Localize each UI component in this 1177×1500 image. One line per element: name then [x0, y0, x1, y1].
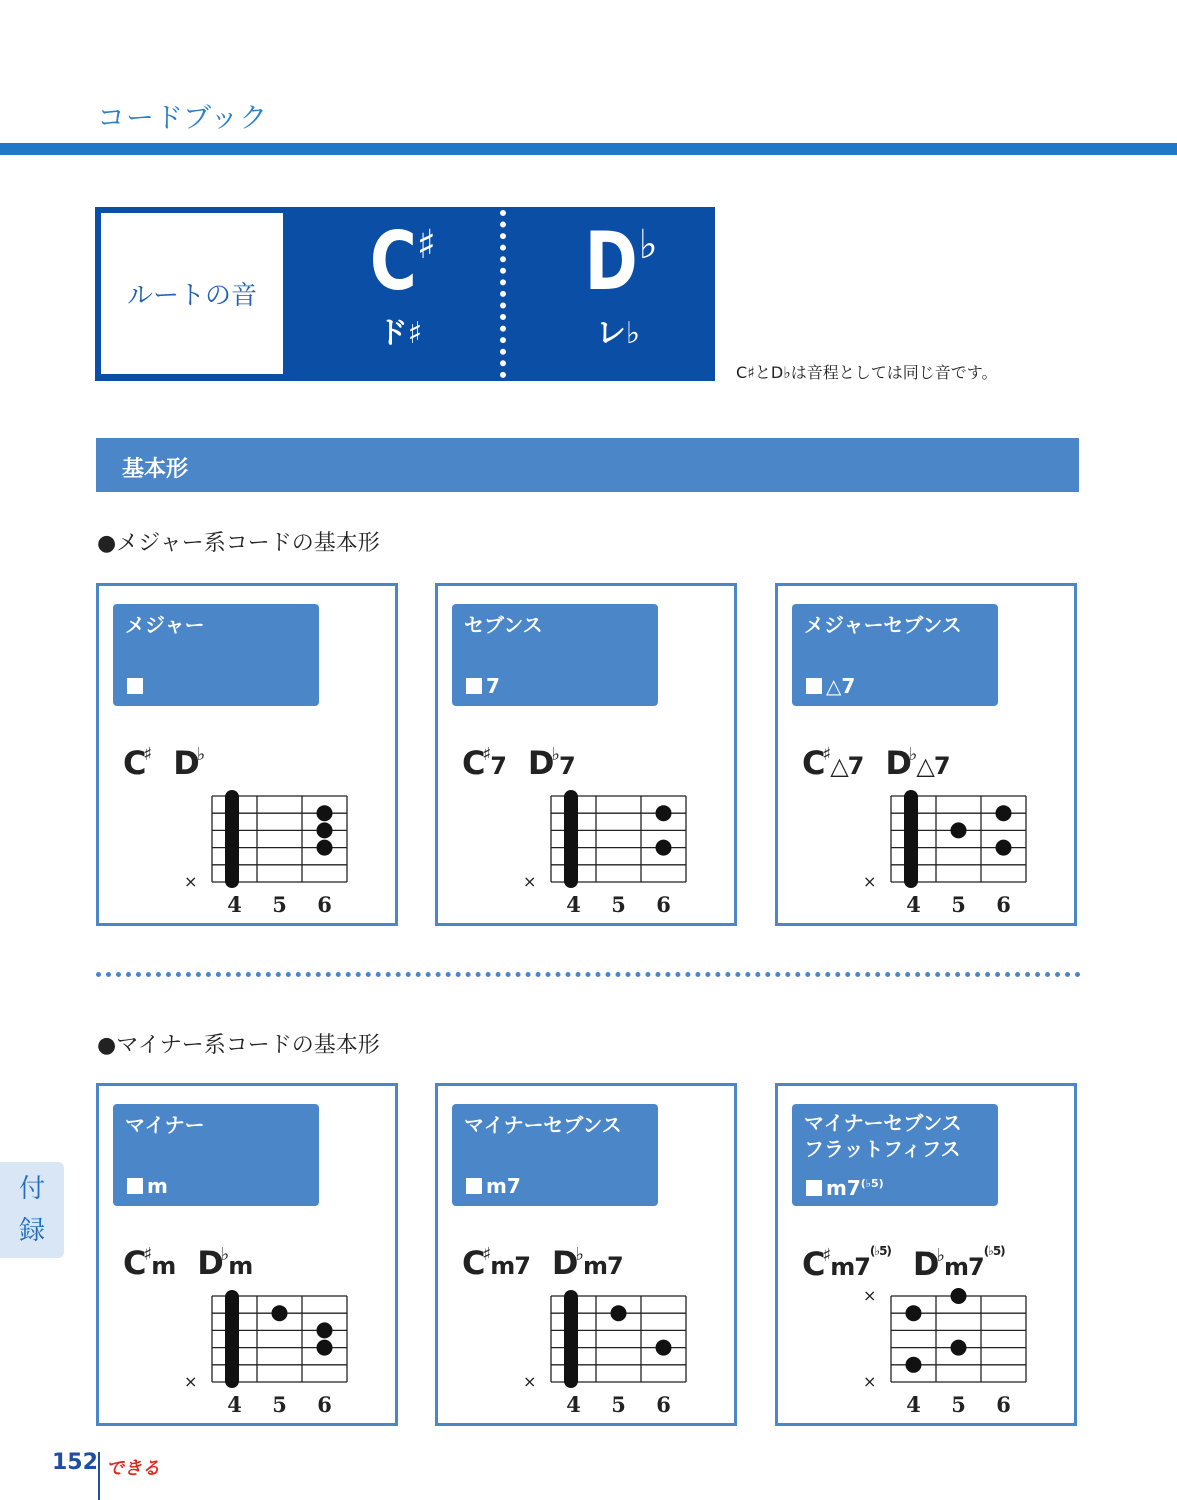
root-flat-kana: レ♭: [595, 316, 641, 351]
chord-accidental-sharp: ♯: [822, 1245, 831, 1266]
chord-symbol-sup: (♭5): [860, 1177, 884, 1190]
chord-symbol-suffix: 7: [486, 674, 500, 698]
chord-suffix-flat: m: [228, 1252, 253, 1280]
title-rule: [0, 143, 1177, 155]
chord-diagram: [99, 1086, 395, 1423]
chord-type-name: マイナーセブンス: [464, 1113, 622, 1137]
finger-dot: [611, 1305, 627, 1321]
root-sharp-accidental: ♯: [416, 222, 437, 268]
chord-type-name: メジャー: [125, 613, 205, 637]
page-number: 152: [52, 1450, 98, 1475]
minor-heading: ●マイナー系コードの基本形: [97, 1033, 380, 1058]
chord-name-flat: D: [173, 744, 199, 782]
chord-diagram: [778, 1086, 1074, 1423]
root-label: ルートの音: [101, 213, 283, 374]
chord-diagram: [778, 586, 1074, 923]
chord-sup-sharp: (♭5): [869, 1244, 891, 1258]
mute-mark: ×: [184, 1372, 198, 1391]
root-sharp-letter: C: [369, 215, 417, 308]
fret-number: 6: [317, 892, 332, 917]
chord-accidental-flat: ♭: [551, 744, 559, 765]
chord-suffix-flat: 7: [558, 752, 575, 780]
finger-dot: [951, 1340, 967, 1356]
finger-dot: [996, 840, 1012, 856]
chord-type-name: メジャーセブンス: [804, 613, 962, 637]
chord-name-flat: D: [912, 1245, 939, 1283]
mute-mark: ×: [863, 1286, 877, 1305]
root-flat-accidental: ♭: [638, 222, 658, 268]
fret-number: 6: [996, 1392, 1011, 1417]
finger-dot: [317, 1340, 333, 1356]
chord-symbol-suffix: m7: [826, 1176, 861, 1200]
chord-name-sharp: C: [123, 1244, 146, 1282]
fret-number: 4: [227, 892, 242, 917]
chord-type-name: マイナーセブンス フラットフィフス: [804, 1111, 962, 1161]
finger-dot: [906, 1305, 922, 1321]
fret-number: 4: [906, 1392, 921, 1417]
finger-dot: [996, 805, 1012, 821]
chord-diagram: [438, 1086, 734, 1423]
finger-dot: [317, 822, 333, 838]
chord-symbol-suffix: m: [147, 1174, 168, 1198]
chord-suffix-flat: m7: [582, 1252, 623, 1280]
chord-name-flat: D: [885, 744, 911, 782]
chord-accidental-sharp: ♯: [143, 1244, 152, 1265]
mute-mark: ×: [863, 1372, 877, 1391]
mute-mark: ×: [523, 1372, 537, 1391]
chord-suffix-sharp: m7: [490, 1252, 530, 1280]
fret-number: 4: [566, 1392, 581, 1417]
fret-number: 4: [566, 892, 581, 917]
root-flat-letter: D: [585, 215, 639, 308]
chord-name-sharp: C: [462, 1244, 485, 1282]
chord-card: [96, 583, 398, 926]
fret-number: 5: [272, 1392, 287, 1417]
chord-sup-flat: (♭5): [983, 1244, 1005, 1258]
fret-number: 5: [611, 892, 626, 917]
chord-name-sharp: C: [802, 1245, 825, 1283]
footer-brand: できる: [106, 1458, 160, 1479]
chord-suffix-sharp: △7: [830, 752, 864, 780]
finger-dot: [951, 1288, 967, 1304]
fret-number: 5: [272, 892, 287, 917]
mute-mark: ×: [523, 872, 537, 891]
chord-name-sharp: C: [802, 744, 825, 782]
finger-dot: [951, 822, 967, 838]
chord-accidental-sharp: ♯: [822, 744, 831, 765]
barre-mark: [225, 790, 239, 888]
chord-card: [435, 1083, 737, 1426]
chord-name-sharp: C: [123, 744, 146, 782]
chord-suffix-flat: m7: [943, 1253, 984, 1281]
mute-mark: ×: [184, 872, 198, 891]
chord-suffix-sharp: m: [151, 1252, 176, 1280]
fret-number: 4: [906, 892, 921, 917]
chord-diagram: [99, 586, 395, 923]
appendix-tab-line1: 付: [18, 1174, 45, 1204]
appendix-tab-line2: 録: [18, 1216, 45, 1246]
root-divider: [500, 210, 506, 378]
fret-number: 5: [951, 892, 966, 917]
finger-dot: [317, 805, 333, 821]
root-flat: [548, 215, 688, 352]
fret-number: 6: [996, 892, 1011, 917]
chord-accidental-flat: ♭: [908, 744, 917, 765]
finger-dot: [656, 840, 672, 856]
finger-dot: [317, 840, 333, 856]
page-title: コードブック: [97, 101, 269, 134]
chord-diagram: [438, 586, 734, 923]
finger-dot: [317, 1322, 333, 1338]
chord-suffix-sharp: 7: [490, 752, 506, 780]
section-title: 基本形: [122, 457, 189, 482]
chord-symbol-suffix: m7: [486, 1174, 521, 1198]
finger-dot: [906, 1357, 922, 1373]
dotted-separator: [96, 972, 1081, 977]
footer-rule: [98, 1452, 100, 1500]
chord-accidental-flat: ♭: [220, 1244, 229, 1265]
root-note: C♯とD♭は音程としては同じ音です。: [736, 363, 998, 382]
chord-accidental-flat: ♭: [936, 1245, 944, 1266]
fret-number: 5: [951, 1392, 966, 1417]
barre-mark: [904, 790, 918, 888]
chord-accidental-sharp: ♯: [143, 744, 152, 765]
chord-name-flat: D: [551, 1244, 578, 1282]
fret-number: 6: [656, 892, 671, 917]
chord-symbol-suffix: △7: [826, 674, 856, 698]
chord-accidental-sharp: ♯: [482, 744, 491, 765]
chord-accidental-flat: ♭: [575, 1244, 583, 1265]
chord-card: [775, 1083, 1077, 1426]
barre-mark: [564, 790, 578, 888]
root-sharp-kana: ド♯: [377, 316, 423, 351]
chord-card: [775, 583, 1077, 926]
chord-suffix-flat: △7: [916, 752, 950, 780]
mute-mark: ×: [863, 872, 877, 891]
chord-name-flat: D: [197, 1244, 223, 1282]
chord-type-name: セブンス: [464, 613, 543, 637]
barre-mark: [225, 1290, 239, 1388]
fret-number: 4: [227, 1392, 242, 1417]
finger-dot: [272, 1305, 288, 1321]
chord-card: [435, 583, 737, 926]
fret-number: 6: [656, 1392, 671, 1417]
section-bar: [96, 438, 1079, 492]
finger-dot: [656, 1340, 672, 1356]
major-heading: ●メジャー系コードの基本形: [97, 531, 380, 556]
chord-card: [96, 1083, 398, 1426]
fret-number: 6: [317, 1392, 332, 1417]
appendix-tab[interactable]: [0, 1162, 64, 1258]
chord-accidental-sharp: ♯: [482, 1244, 491, 1265]
chord-name-flat: D: [527, 744, 554, 782]
chord-type-name: マイナー: [125, 1113, 205, 1137]
chord-suffix-sharp: m7: [830, 1253, 870, 1281]
chord-name-sharp: C: [462, 744, 485, 782]
finger-dot: [656, 805, 672, 821]
chord-accidental-flat: ♭: [196, 744, 205, 765]
barre-mark: [564, 1290, 578, 1388]
root-sharp: [330, 215, 470, 352]
fret-number: 5: [611, 1392, 626, 1417]
